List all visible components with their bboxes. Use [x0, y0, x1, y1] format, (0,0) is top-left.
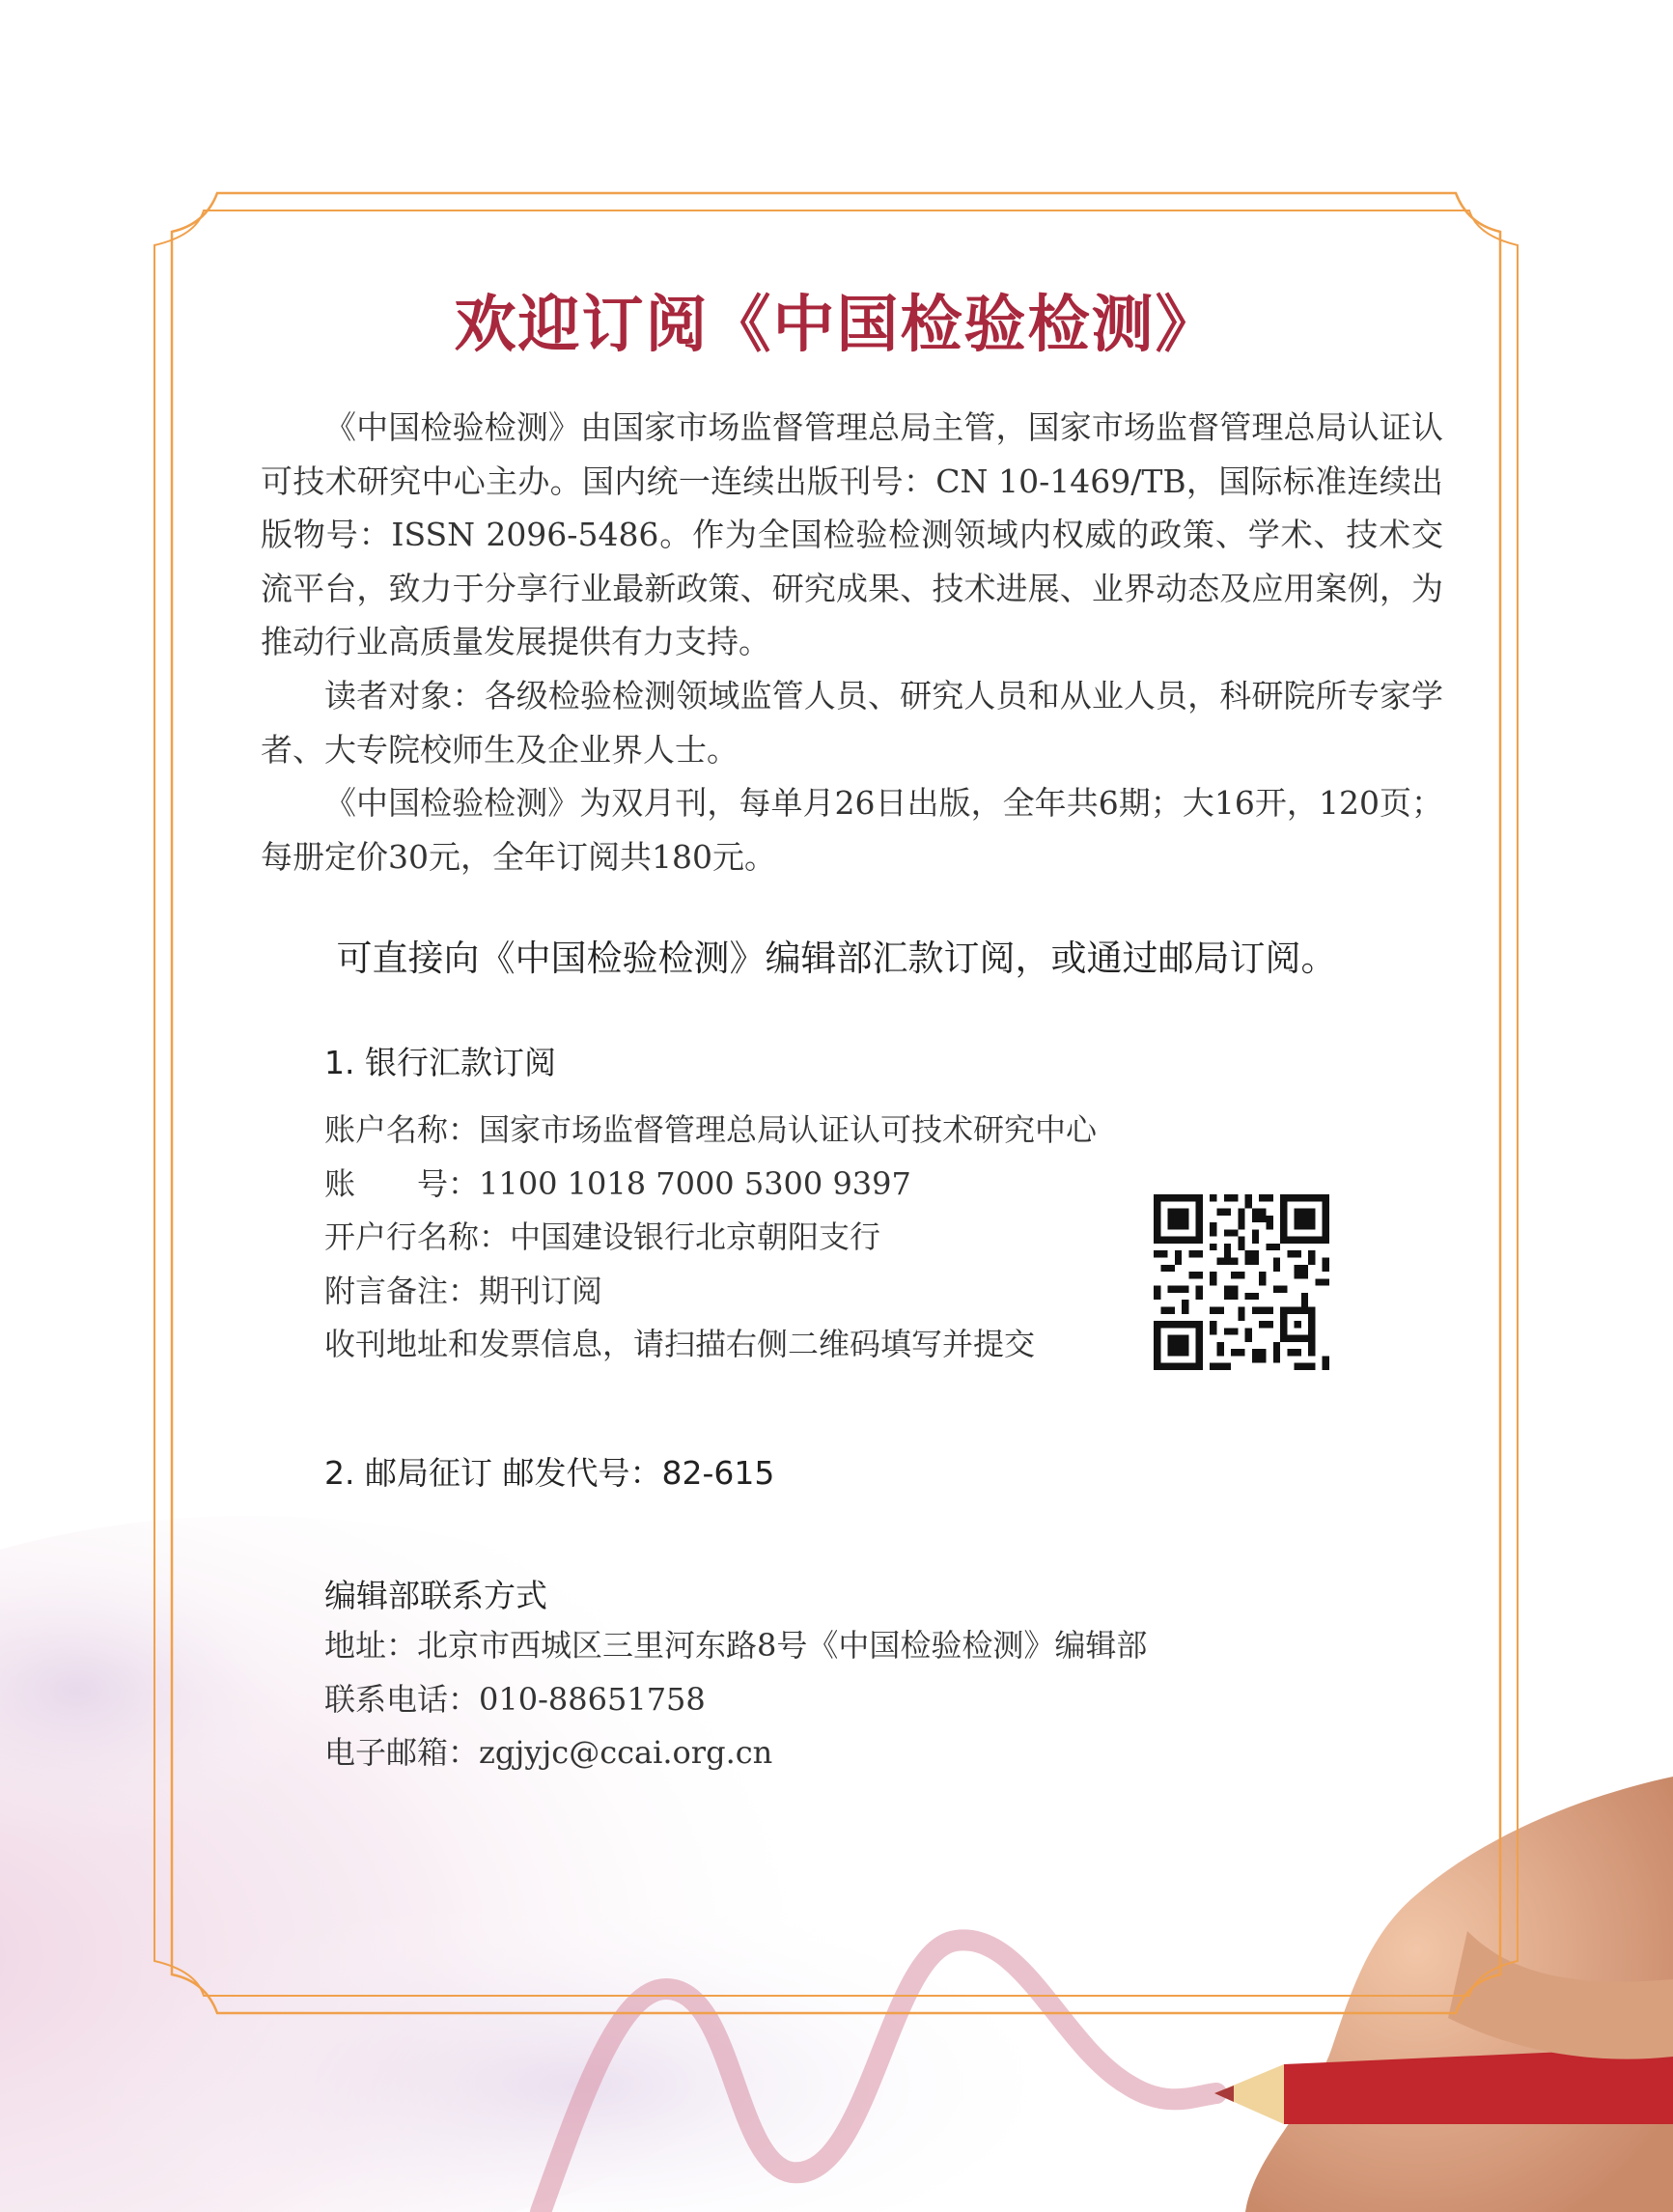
intro-paragraph-1: 《中国检验检测》由国家市场监督管理总局主管，国家市场监督管理总局认证认可技术研究中心主办。国内统一连续出版刊号：CN 10-1469/TB，国际标准连续出版物号：ISSN 2096-5486。作为全国检验检测领域内权威的政策、学术、技术交流平台，致力于分享行业最新政策、研究成果、技术进展、业界动态及应用案例，为推动行业高质量发展提供有力支持。	[261, 408, 1443, 661]
post-section-heading: 2. 邮局征订 邮发代号：82-615	[324, 1454, 775, 1492]
bank-name: 开户行名称：中国建设银行北京朝阳支行	[324, 1218, 881, 1256]
page-title: 欢迎订阅《中国检验检测》	[454, 289, 1219, 361]
intro-text	[261, 401, 1443, 883]
bank-details	[324, 1104, 1097, 1372]
contact-phone: 联系电话：010-88651758	[324, 1680, 706, 1718]
contact-email[interactable]: 电子邮箱：zgjyjc@ccai.org.cn	[324, 1734, 773, 1772]
qr-code[interactable]	[1154, 1194, 1329, 1370]
intro-paragraph-2: 读者对象：各级检验检测领域监管人员、研究人员和从业人员，科研院所专家学者、大专院校师生及企业界人士。	[261, 676, 1443, 769]
contact-address: 地址：北京市西城区三里河东路8号《中国检验检测》编辑部	[324, 1627, 1148, 1664]
contact-details	[324, 1619, 1147, 1780]
account-name: 账户名称：国家市场监督管理总局认证认可技术研究中心	[324, 1111, 1098, 1148]
intro-paragraph-3: 《中国检验检测》为双月刊，每单月26日出版，全年共6期；大16开，120页；每册定价30元，全年订阅共180元。	[261, 784, 1443, 876]
account-number: 账 号：1100 1018 7000 5300 9397	[324, 1164, 911, 1202]
subscription-method-heading: 可直接向《中国检验检测》编辑部汇款订阅，或通过邮局订阅。	[336, 938, 1337, 979]
bank-section-heading: 1. 银行汇款订阅	[324, 1044, 556, 1081]
payment-remark: 附言备注：期刊订阅	[324, 1272, 603, 1309]
qr-instruction: 收刊地址和发票信息，请扫描右侧二维码填写并提交	[324, 1326, 1036, 1363]
contact-section-heading: 编辑部联系方式	[324, 1577, 547, 1614]
